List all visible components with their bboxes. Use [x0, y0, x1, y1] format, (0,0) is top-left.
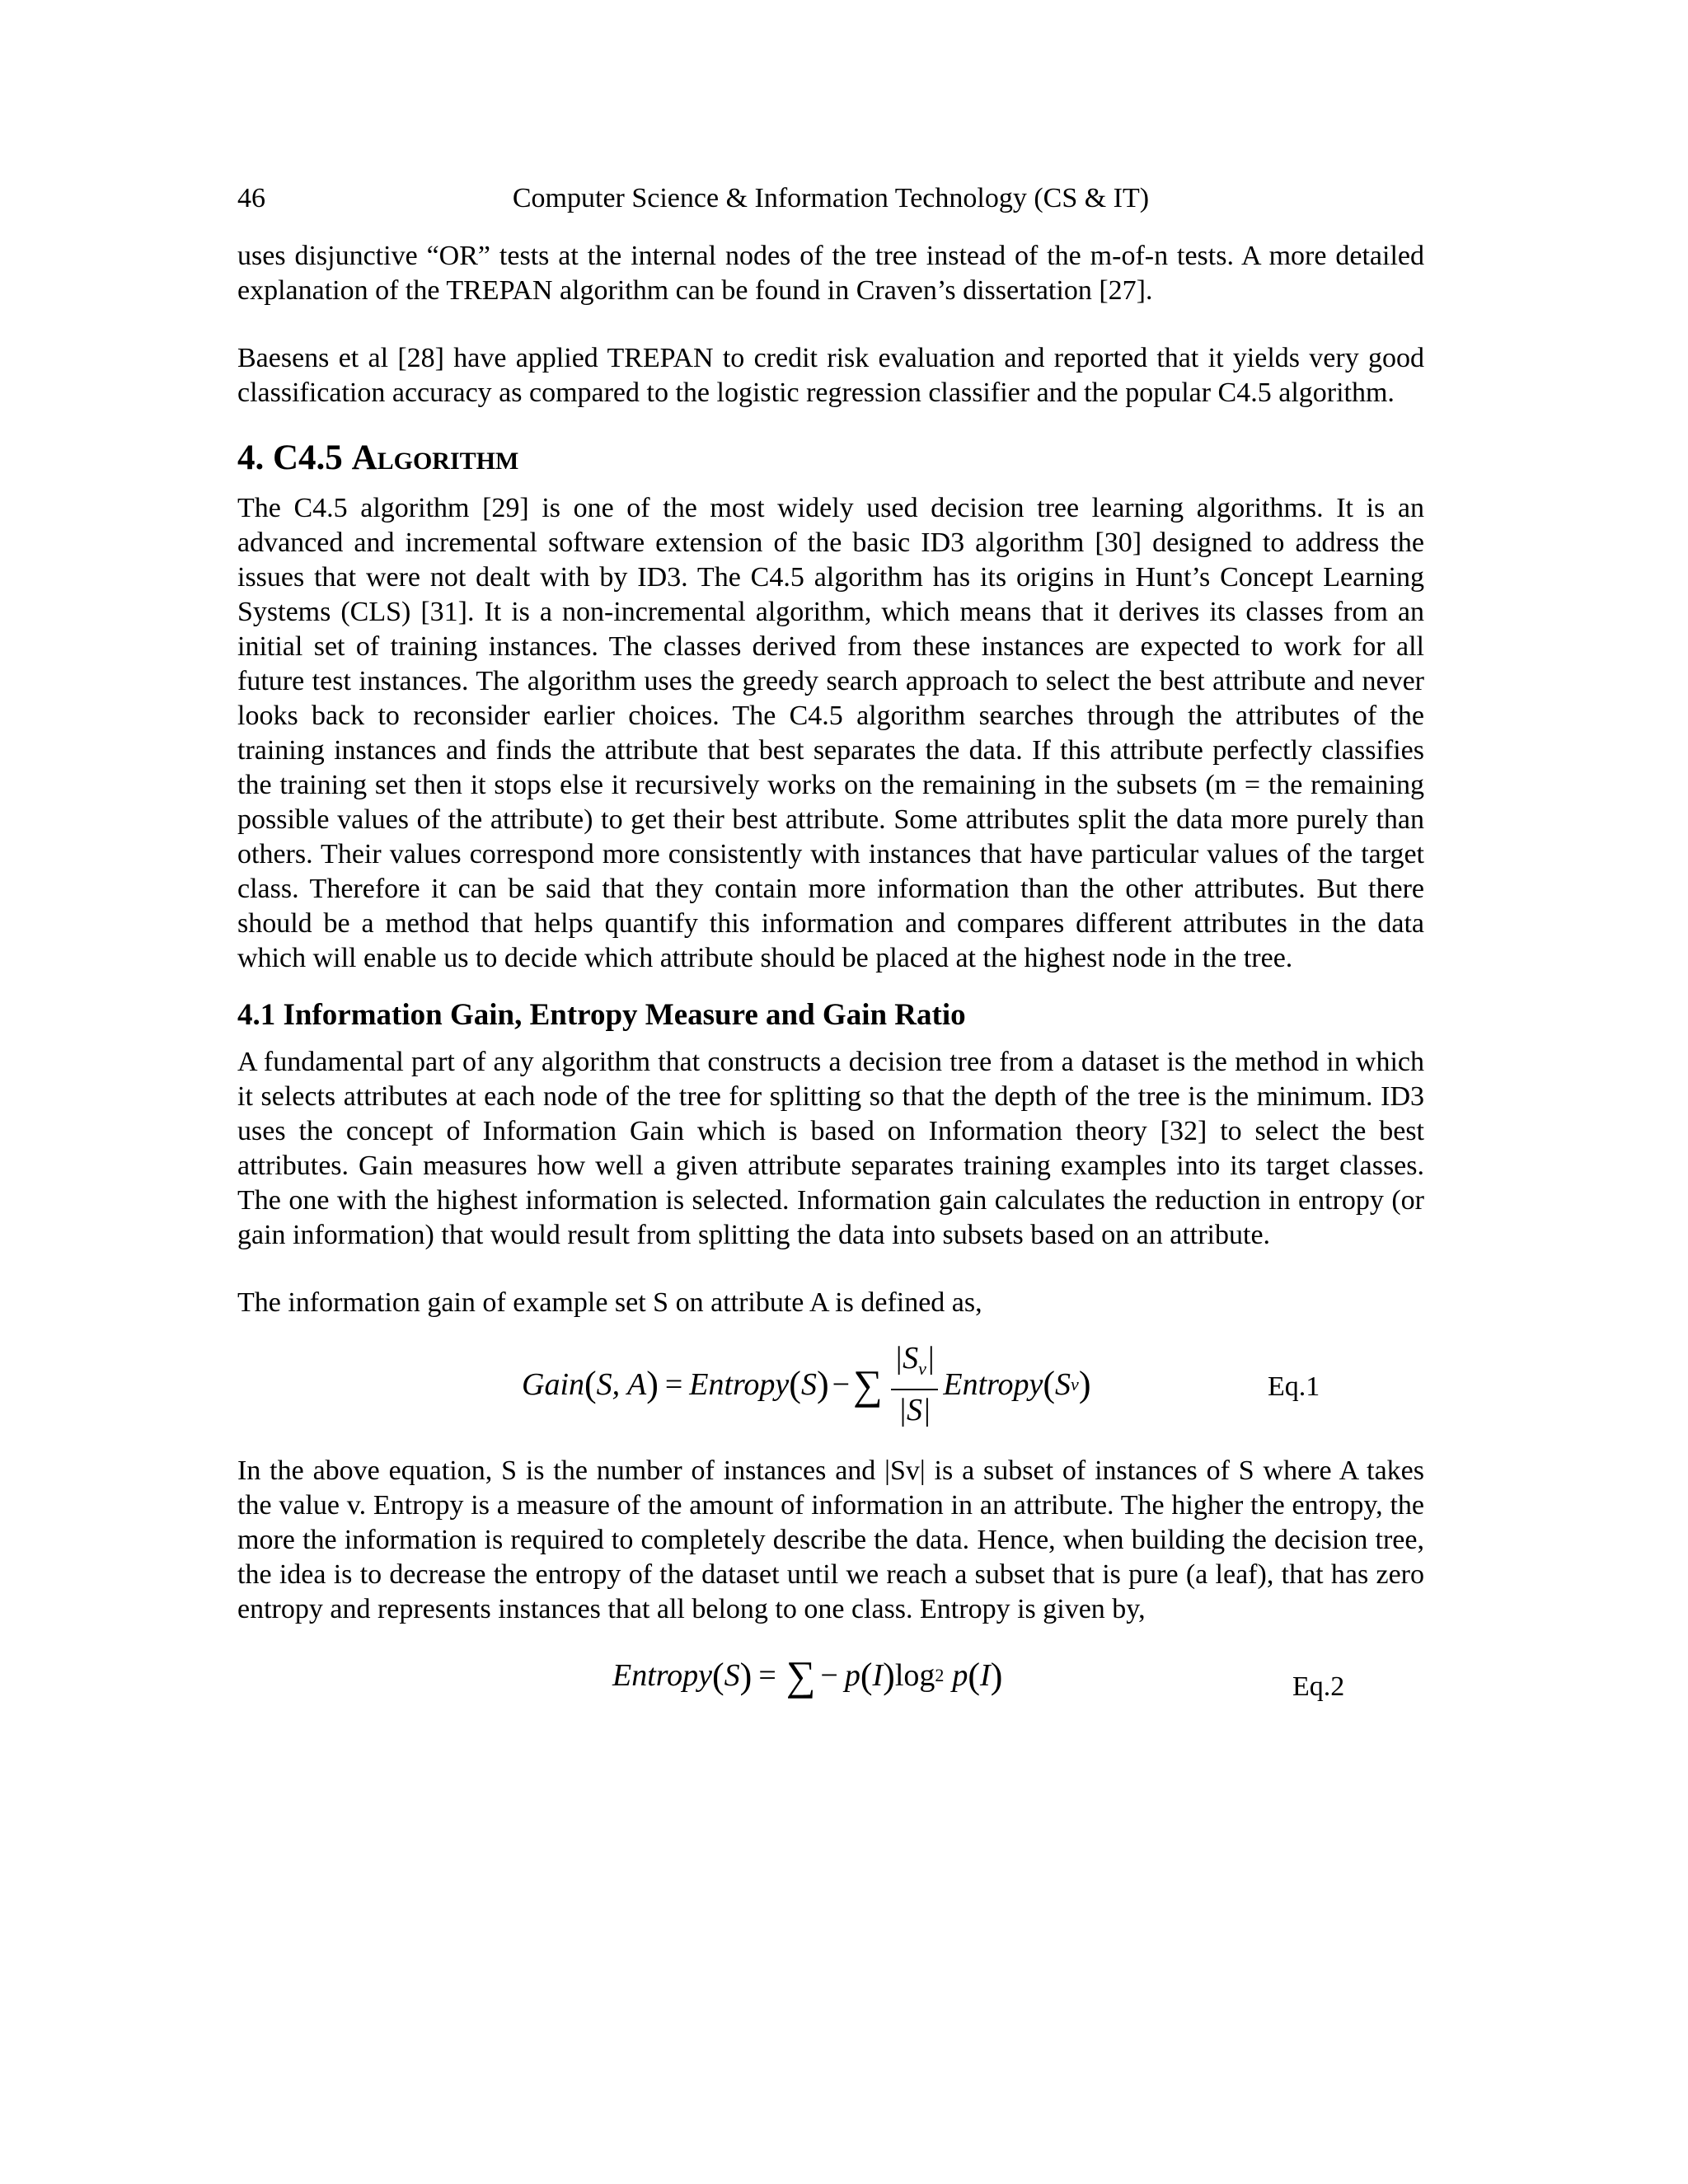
- subsection-heading-info-gain: 4.1 Information Gain, Entropy Measure and Gain Ratio: [237, 998, 966, 1032]
- equation-label-1: Eq.1: [1268, 1371, 1320, 1402]
- eq2-lhs: Entropy: [612, 1658, 713, 1693]
- eq1-term2: Entropy: [943, 1366, 1043, 1402]
- eq2-p1: p: [844, 1658, 860, 1693]
- eq1-fraction: [891, 1340, 939, 1428]
- eq2-minus: −: [820, 1658, 838, 1693]
- eq2-p2: p: [952, 1658, 968, 1693]
- eq1-term1-arg: S: [800, 1366, 817, 1402]
- eq2-p2-arg: I: [980, 1658, 991, 1693]
- body-text: [237, 239, 1424, 1739]
- eq1-fraction-numerator: $|S_v|$: [891, 1340, 939, 1390]
- eq2-lhs-arg: S: [724, 1658, 740, 1693]
- paragraph-c45-description: The C4.5 algorithm [29] is one of the most widely used decision tree learning algorithms. It is an advanced and incremental software extension of the basic ID3 algorithm [30] designed to address the issues that were not dealt with by ID3. The C4.5 algorithm has its origins in Hunt’s Concept Learning Systems (CLS) [31]. It is a non-incremental algorithm, which means that it derives its classes from an initial set of training instances. The classes derived from these instances are expected to work for all future test instances. The algorithm uses the greedy search approach to select the best attribute and never looks back to reconsider earlier choices. The C4.5 algorithm searches through the attributes of the training instances and finds the attribute that best separates the data. If this attribute perfectly classifies the training set then it stops else it recursively works on the remaining in the subsets (m = the remaining possible values of the attribute) to get their best attribute. Some attributes split the data more purely than others. Their values correspond more consistently with instances that have particular values of the target class. Therefore it can be said that they contain more information than the other attributes. But there should be a method that helps quantify this information and compares different attributes in the data which will enable us to decide which attribute should be placed at the highest node in the tree.: [237, 493, 1424, 973]
- eq2-p1-arg: I: [872, 1658, 884, 1693]
- equation-entropy: Entropy ( S ) = ∑ − p ( I ) log 2 p ( I ): [612, 1652, 1003, 1699]
- paragraph-trepan-or-tests: uses disjunctive “OR” tests at the internal nodes of the tree instead of the m-of-n tests. A more detailed explanation of the TREPAN algorithm can be found in Craven’s dissertation [27].: [237, 241, 1424, 306]
- eq1-term2-sub: v: [1071, 1373, 1079, 1394]
- page-header: [237, 183, 1424, 221]
- paragraph-fundamental: A fundamental part of any algorithm that constructs a decision tree from a dataset is the method in which it selects attributes at each node of the tree for splitting so that the depth of the tree is the minimum. ID3 uses the concept of Information Gain which is based on Information theory [32] to select the best attributes. Gain measures how well a given attribute separates training examples into its target classes. The one with the highest information is selected. Information gain calculates the reduction in entropy (or gain information) that would result from splitting the data into subsets based on an attribute.: [237, 1047, 1424, 1250]
- eq2-log-base: 2: [935, 1665, 945, 1685]
- section-title: Algorithm: [351, 438, 519, 477]
- eq1-equals: =: [664, 1366, 683, 1402]
- equation-2-row: [237, 1643, 1424, 1726]
- eq1-sum-symbol: ∑: [853, 1361, 883, 1408]
- equation-1-row: [237, 1333, 1424, 1441]
- eq1-minus: −: [832, 1366, 851, 1402]
- equation-label-2: Eq.2: [1292, 1671, 1345, 1702]
- eq1-lhs: Gain: [522, 1366, 584, 1402]
- eq1-term2-arg: S: [1055, 1366, 1071, 1402]
- paragraph-above-equation: In the above equation, S is the number of instances and |Sv| is a subset of instances of S where A takes the value v. Entropy is a measure of the amount of information in an attribute. The higher the entropy, the more the information is required to completely describe the data. Hence, when building the decision tree, the idea is to decrease the entropy of the dataset until we reach a subset that is pure (a leaf), that has zero entropy and represents instances that all belong to one class. Entropy is given by,: [237, 1455, 1424, 1624]
- paragraph-info-gain-defined: The information gain of example set S on attribute A is defined as,: [237, 1287, 982, 1318]
- eq2-log: log: [894, 1658, 935, 1693]
- equation-gain: Gain ( S, A ) = Entropy ( S ) − ∑ $\frac{|S_v|}{|S|}$ Entropy ( S v ): [522, 1341, 1091, 1427]
- eq1-fraction-denominator: |S|: [898, 1393, 931, 1427]
- running-header: Computer Science & Information Technology (CS & IT): [512, 183, 1150, 213]
- page-number: 46: [237, 183, 265, 213]
- eq1-term1: Entropy: [689, 1366, 790, 1402]
- section-number: 4. C4.5: [237, 438, 352, 477]
- eq2-equals: =: [758, 1658, 776, 1693]
- eq1-lhs-args: S, A: [596, 1366, 647, 1402]
- eq2-sum-symbol: ∑: [785, 1652, 816, 1699]
- paragraph-baesens: Baesens et al [28] have applied TREPAN to credit risk evaluation and reported that it yields very good classification accuracy as compared to the logistic regression classifier and the popular C4.5 algorithm.: [237, 343, 1424, 408]
- section-heading-c45: [237, 438, 1424, 478]
